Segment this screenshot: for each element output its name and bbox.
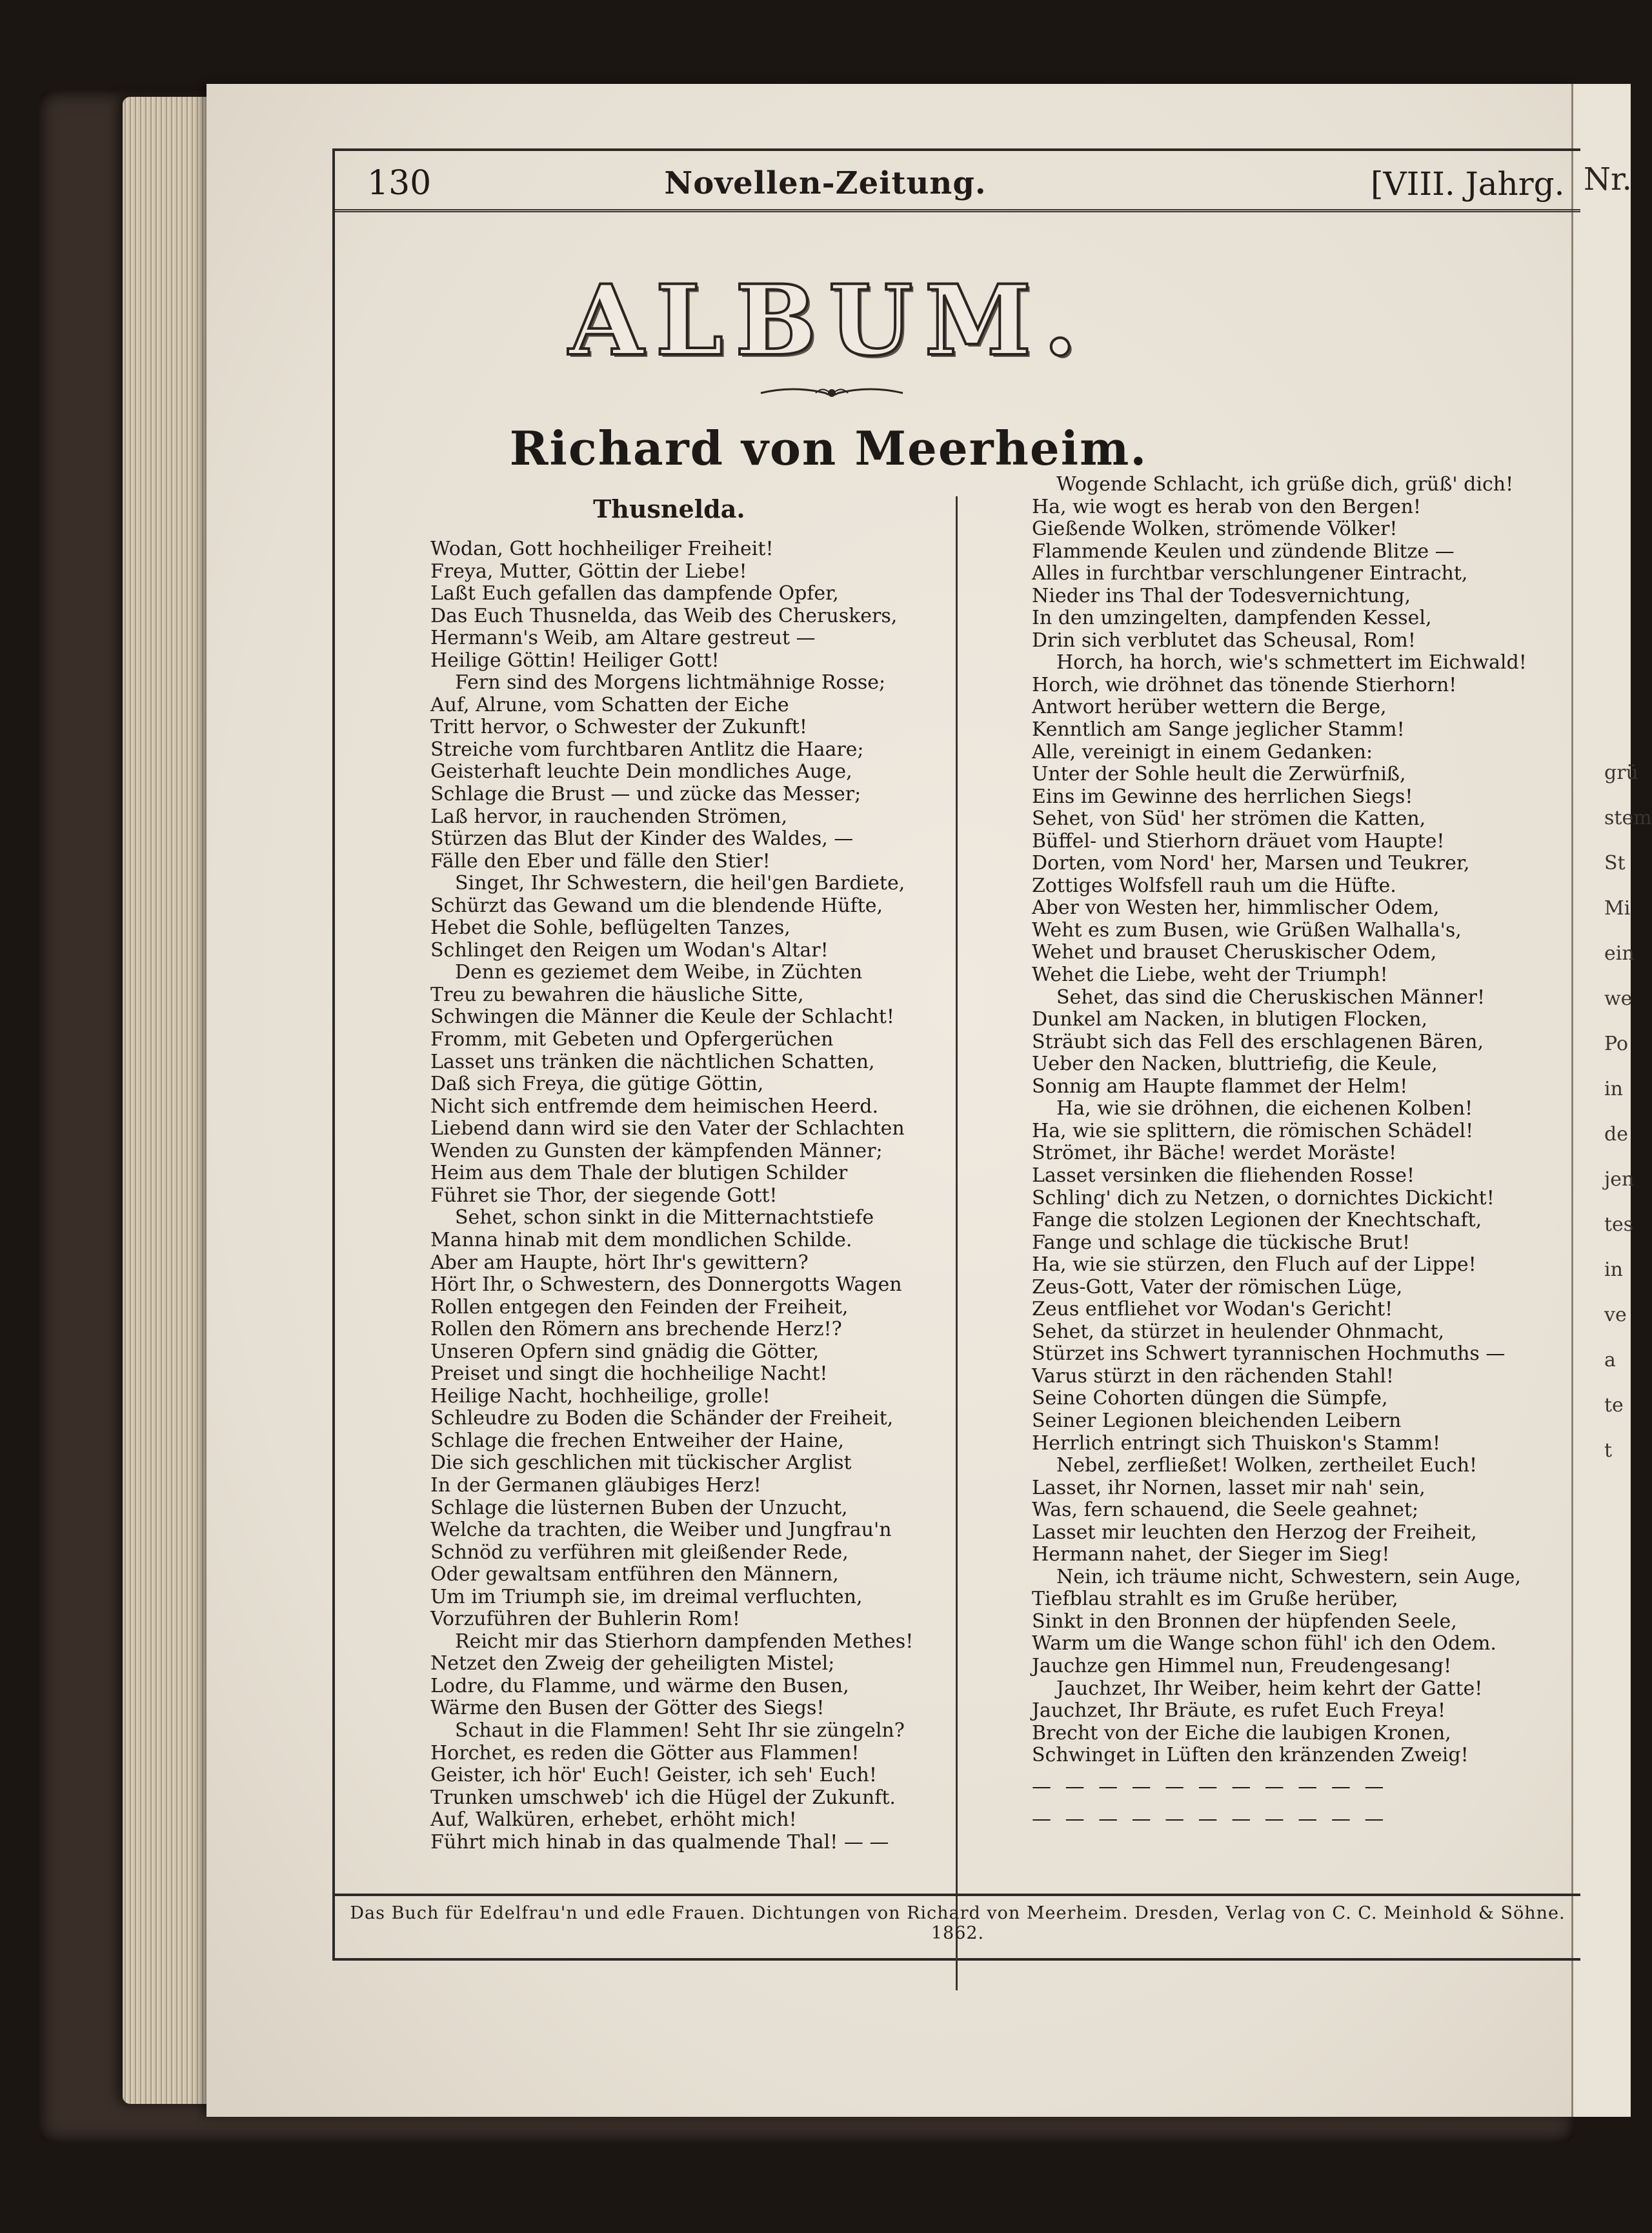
poem-line: Das Euch Thusnelda, das Weib des Cheruskers, [430, 604, 898, 627]
dash-separator: — — — — — — — — — — — [1032, 1775, 1388, 1798]
poem-line: Schling' dich zu Netzen, o dornichtes Dickicht! [1032, 1186, 1495, 1209]
poem-line: Büffel- und Stierhorn dräuet vom Haupte! [1032, 829, 1445, 853]
volume-label: [VIII. Jahrg. [1371, 165, 1565, 203]
poem-line: Fälle den Eber und fälle den Stier! [430, 849, 771, 873]
poem-line: Schnöd zu verführen mit gleißender Rede, [430, 1541, 849, 1564]
poem-line: Seine Cohorten düngen die Sümpfe, [1032, 1387, 1388, 1410]
poem-line: Jauchzet, Ihr Bräute, es rufet Euch Freya! [1032, 1699, 1446, 1723]
poem-line: Zeus-Gott, Vater der römischen Lüge, [1032, 1275, 1403, 1298]
poem-line: Manna hinab mit dem mondlichen Schilde. [430, 1228, 852, 1251]
poem-line: In den umzingelten, dampfenden Kessel, [1032, 607, 1432, 630]
poem-line: Flammende Keulen und zündende Blitze — [1032, 540, 1455, 563]
poem-line: Strömet, ihr Bäche! werdet Moräste! [1032, 1142, 1397, 1165]
poem-line: Hermann's Weib, am Altare gestreut — [430, 627, 816, 650]
poem-line: Die sich geschlichen mit tückischer Arglist [430, 1451, 852, 1475]
poem-line: Aber von Westen her, himmlischer Odem, [1032, 896, 1440, 920]
poem-line: Was, fern schauend, die Seele geahnet; [1032, 1499, 1419, 1522]
poem-line: Preiset und singt die hochheilige Nacht! [430, 1362, 828, 1386]
poem-line: Reicht mir das Stierhorn dampfenden Methes! [455, 1630, 914, 1653]
poem-line: Streiche vom furchtbaren Antlitz die Haare; [430, 738, 864, 761]
poem-line: Liebend dann wird sie den Vater der Schlachten [430, 1117, 905, 1140]
page-number: 130 [367, 164, 432, 203]
facing-page-text-fragment: de [1604, 1123, 1628, 1146]
poem-line: Unseren Opfern sind gnädig die Götter, [430, 1340, 820, 1363]
facing-page-header: Nr. [1584, 161, 1632, 197]
poem-line: Wärme den Busen der Götter des Siegs! [430, 1697, 825, 1720]
poem-line: Schwinget in Lüften den kränzenden Zweig! [1032, 1744, 1469, 1767]
poem-line: Tiefblau strahlt es im Gruße herüber, [1032, 1588, 1398, 1611]
poem-line: Fange die stolzen Legionen der Knechtschaft, [1032, 1209, 1482, 1232]
poem-line: Alle, vereinigt in einem Gedanken: [1032, 740, 1373, 763]
poem-line: Horchet, es reden die Götter aus Flammen! [430, 1741, 860, 1764]
poem-line: Heilige Nacht, hochheilige, grolle! [430, 1384, 771, 1408]
poem-line: Tritt hervor, o Schwester der Zukunft! [430, 716, 807, 739]
poem-line: Zeus entfliehet vor Wodan's Gericht! [1032, 1298, 1393, 1321]
facing-page-text-fragment: Po [1604, 1033, 1629, 1055]
poem-line: Weht es zum Busen, wie Grüßen Walhalla's, [1032, 918, 1462, 942]
poem-line: Ha, wie sie dröhnen, die eichenen Kolben! [1056, 1097, 1473, 1120]
poem-line: Hebet die Sohle, beflügelten Tanzes, [430, 916, 791, 940]
poem-line: Ha, wie sie splittern, die römischen Schädel! [1032, 1119, 1474, 1142]
poem-line: Stürzet ins Schwert tyrannischen Hochmuths — [1032, 1342, 1506, 1366]
facing-page-text-fragment: Mi [1604, 897, 1631, 920]
poem-line: Rollen entgegen den Feinden der Freiheit, [430, 1295, 849, 1319]
poem-line: Lasset uns tränken die nächtlichen Schatten, [430, 1050, 875, 1073]
poem-line: Führet sie Thor, der siegende Gott! [430, 1184, 778, 1207]
poem-line: Brecht von der Eiche die laubigen Kronen, [1032, 1721, 1451, 1744]
poem-line: Um im Triumph sie, im dreimal verfluchten, [430, 1585, 863, 1608]
poem-line: Schlage die Brust — und zücke das Messer; [430, 783, 861, 806]
ornament-divider [754, 380, 909, 406]
column-divider [956, 496, 958, 1990]
poem-line: Sträubt sich das Fell des erschlagenen Bären, [1032, 1030, 1484, 1053]
poem-line: Wenden zu Gunsten der kämpfenden Männer; [430, 1139, 883, 1162]
poem-line: Warm um die Wange schon fühl' ich den Odem. [1032, 1632, 1496, 1655]
facing-page-text-fragment: in [1604, 1078, 1623, 1100]
poem-line: Vorzuführen der Buhlerin Rom! [430, 1608, 740, 1631]
facing-page-text-fragment: in [1604, 1258, 1623, 1281]
poem-line: Fromm, mit Gebeten und Opfergerüchen [430, 1028, 834, 1051]
facing-page-text-fragment: we [1604, 987, 1633, 1010]
running-header [335, 151, 1580, 212]
poem-line: Hört Ihr, o Schwestern, des Donnergotts Wagen [430, 1273, 902, 1297]
poem-line: Sinkt in den Bronnen der hüpfenden Seele, [1032, 1610, 1457, 1633]
poem-column-right [1032, 474, 1527, 1841]
poem-line: Nieder ins Thal der Todesvernichtung, [1032, 584, 1411, 607]
source-footer: Das Buch für Edelfrau'n und edle Frauen. Dichtungen von Richard von Meerheim. Dresden, Verlag von C. C. Meinhold & Söhne. 1862. [350, 1903, 1566, 1943]
facing-page-text-fragment: t [1604, 1439, 1613, 1462]
poem-line: Horch, wie dröhnet das tönende Stierhorn! [1032, 673, 1457, 696]
poem-line: Alles in furchtbar verschlungener Eintracht, [1032, 562, 1468, 585]
poem-line: Schlinget den Reigen um Wodan's Altar! [430, 938, 829, 962]
poem-line: Nicht sich entfremde dem heimischen Heerd. [430, 1095, 879, 1118]
poem-line: Hermann nahet, der Sieger im Sieg! [1032, 1543, 1390, 1566]
poem-line: Ha, wie wogt es herab von den Bergen! [1032, 495, 1422, 518]
footer-rule [335, 1894, 1580, 1896]
poem-line: Sehet, von Süd' her strömen die Katten, [1032, 807, 1426, 831]
poem-line: Lasset mir leuchten den Herzog der Freiheit, [1032, 1521, 1477, 1544]
poem-line: Welche da trachten, die Weiber und Jungfrau'n [430, 1519, 892, 1542]
poem-line: Lasset, ihr Nornen, lasset mir nah' sein, [1032, 1476, 1425, 1499]
facing-page-text-fragment: grü [1604, 762, 1638, 784]
dash-separator: — — — — — — — — — — — [1032, 1807, 1388, 1830]
poem-line: Drin sich verblutet das Scheusal, Rom! [1032, 629, 1416, 652]
poem-line: Nein, ich träume nicht, Schwestern, sein Auge, [1056, 1565, 1521, 1588]
poem-line: Geister, ich hör' Euch! Geister, ich seh' Euch! [430, 1764, 877, 1787]
poem-line: Lodre, du Flamme, und wärme den Busen, [430, 1674, 849, 1697]
poem-line: Sehet, schon sinkt in die Mitternachtstiefe [455, 1206, 874, 1229]
poem-line: Nebel, zerfließet! Wolken, zertheilet Euch! [1056, 1454, 1478, 1477]
poem-line: Trunken umschweb' ich die Hügel der Zukunft. [430, 1786, 896, 1809]
poem-line: Dunkel am Nacken, in blutigen Flocken, [1032, 1008, 1427, 1031]
facing-page-text-fragment: tes [1604, 1213, 1634, 1236]
poem-line: Heilige Göttin! Heiliger Gott! [430, 649, 720, 672]
album-title: ALBUM. [569, 264, 1089, 378]
poem-line: Wehet und brauset Cheruskischer Odem, [1032, 941, 1437, 964]
poem-line: Freya, Mutter, Göttin der Liebe! [430, 560, 747, 583]
author-heading: Richard von Meerheim. [509, 421, 1148, 476]
poem-line: Antwort herüber wettern die Berge, [1032, 696, 1387, 719]
facing-page-text-fragment: stem [1604, 807, 1652, 829]
poem-line: Sehet, das sind die Cheruskischen Männer! [1056, 985, 1486, 1009]
poem-line: Stürzen das Blut der Kinder des Waldes, — [430, 827, 854, 851]
poem-line: Seiner Legionen bleichenden Leibern [1032, 1409, 1402, 1432]
facing-page-text-fragment: ein [1604, 942, 1635, 965]
poem-line: Kenntlich am Sange jeglicher Stamm! [1032, 718, 1405, 742]
poem-line: Schlage die frechen Entweiher der Haine, [430, 1429, 845, 1452]
page-frame [332, 148, 1580, 1961]
poem-line: Auf, Walküren, erhebet, erhöht mich! [430, 1808, 797, 1832]
poem-column-left [430, 538, 913, 1854]
facing-page-text-fragment: jen [1604, 1168, 1635, 1191]
facing-page-text-fragment: a [1604, 1349, 1616, 1371]
poem-line: Schaut in die Flammen! Seht Ihr sie züngeln? [455, 1719, 905, 1742]
poem-line: Dorten, vom Nord' her, Marsen und Teukrer, [1032, 852, 1470, 875]
facing-page-text-fragment: St [1604, 852, 1626, 874]
poem-line: Laß hervor, in rauchenden Strömen, [430, 805, 788, 828]
poem-line: Varus stürzt in den rächenden Stahl! [1032, 1364, 1394, 1388]
journal-title: Novellen-Zeitung. [664, 165, 987, 201]
poem-line: Denn es geziemet dem Weibe, in Züchten [455, 961, 863, 984]
poem-line: Schlage die lüsternen Buben der Unzucht, [430, 1496, 848, 1519]
poem-line: Heim aus dem Thale der blutigen Schilder [430, 1162, 848, 1185]
poem-line: Lasset versinken die fliehenden Rosse! [1032, 1164, 1415, 1187]
poem-line: Rollen den Römern ans brechende Herz!? [430, 1318, 842, 1341]
poem-line: Aber am Haupte, hört Ihr's gewittern? [430, 1251, 809, 1274]
poem-line: Sonnig am Haupte flammet der Helm! [1032, 1075, 1408, 1098]
poem-line: Ha, wie sie stürzen, den Fluch auf der Lippe! [1032, 1253, 1476, 1277]
poem-line: Auf, Alrune, vom Schatten der Eiche [430, 693, 789, 716]
poem-line: Laßt Euch gefallen das dampfende Opfer, [430, 582, 839, 605]
poem-line: Unter der Sohle heult die Zerwürfniß, [1032, 763, 1406, 786]
poem-line: In der Germanen gläubiges Herz! [430, 1473, 761, 1497]
poem-title: Thusnelda. [593, 494, 745, 523]
poem-line: Wehet die Liebe, weht der Triumph! [1032, 964, 1388, 987]
poem-line: Oder gewaltsam entführen den Männern, [430, 1563, 839, 1586]
poem-line: Horch, ha horch, wie's schmettert im Eichwald! [1056, 651, 1527, 674]
poem-line: Schürzt das Gewand um die blendende Hüfte, [430, 894, 883, 917]
poem-line: Schleudre zu Boden die Schänder der Freiheit, [430, 1407, 894, 1430]
poem-line: Gießende Wolken, strömende Völker! [1032, 518, 1398, 541]
poem-line: Schwingen die Männer die Keule der Schlacht! [430, 1005, 894, 1029]
poem-line: Führt mich hinab in das qualmende Thal! — — [430, 1830, 889, 1854]
poem-line: Geisterhaft leuchte Dein mondliches Auge, [430, 760, 852, 783]
poem-line: Jauchze gen Himmel nun, Freudengesang! [1032, 1654, 1452, 1677]
facing-page-text-fragment: ve [1604, 1304, 1627, 1326]
poem-line: Fange und schlage die tückische Brut! [1032, 1231, 1411, 1254]
poem-line: Zottiges Wolfsfell rauh um die Hüfte. [1032, 874, 1396, 897]
poem-line: Herrlich entringt sich Thuiskon's Stamm! [1032, 1431, 1441, 1455]
poem-line: Singet, Ihr Schwestern, die heil'gen Bardiete, [455, 872, 905, 895]
poem-line: Treu zu bewahren die häusliche Sitte, [430, 983, 804, 1006]
poem-line: Ueber den Nacken, bluttriefig, die Keule, [1032, 1053, 1438, 1076]
poem-line: Fern sind des Morgens lichtmähnige Rosse; [455, 671, 886, 694]
poem-line: Wodan, Gott hochheiliger Freiheit! [430, 538, 774, 560]
facing-page-text-fragment: te [1604, 1394, 1624, 1417]
poem-line: Jauchzet, Ihr Weiber, heim kehrt der Gatte! [1056, 1677, 1483, 1700]
poem-line: Daß sich Freya, die gütige Göttin, [430, 1073, 764, 1096]
poem-line: Sehet, da stürzet in heulender Ohnmacht, [1032, 1320, 1445, 1343]
poem-line: Wogende Schlacht, ich grüße dich, grüß' dich! [1056, 473, 1514, 496]
poem-line: Eins im Gewinne des herrlichen Siegs! [1032, 785, 1413, 808]
poem-line: Netzet den Zweig der geheiligten Mistel; [430, 1652, 835, 1675]
